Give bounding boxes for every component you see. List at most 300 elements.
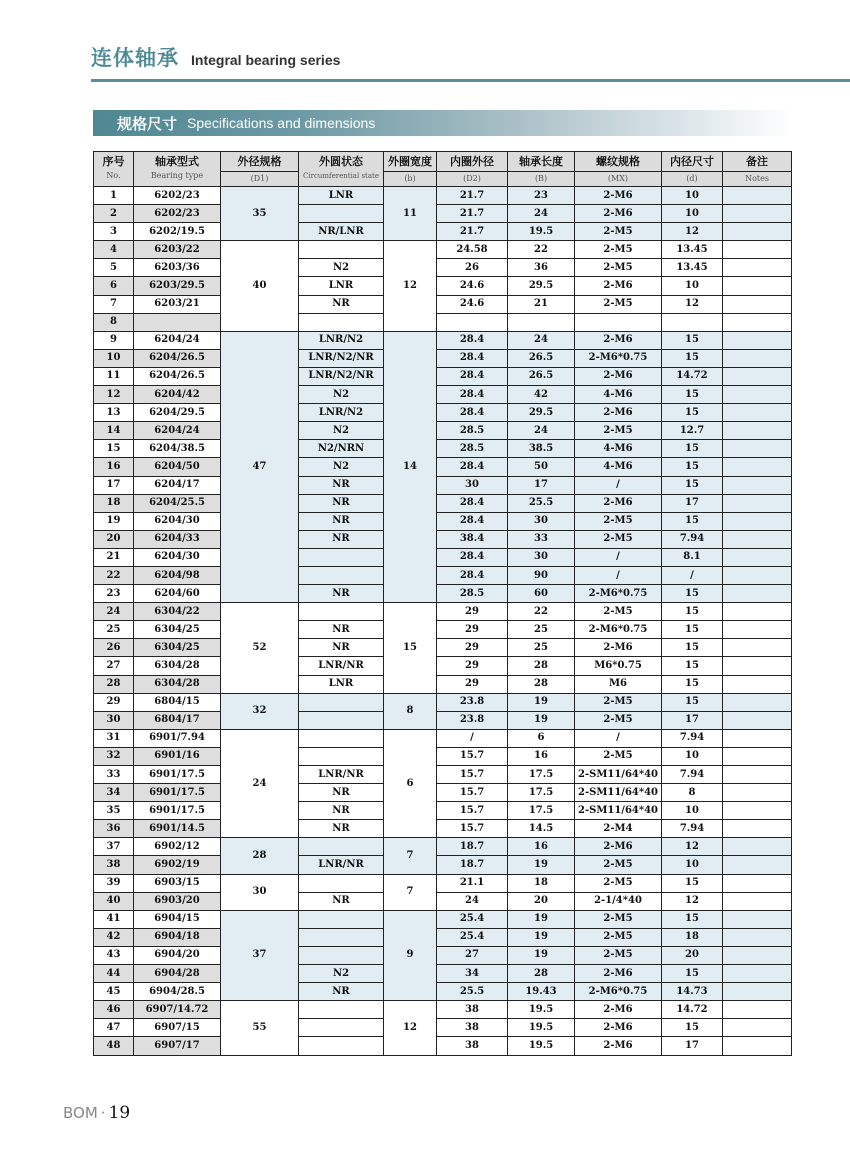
thread-spec-cell: 2-SM11/64*40	[575, 802, 662, 820]
notes-cell	[723, 187, 792, 205]
bearing-type-cell: 6901/17.5	[134, 784, 221, 802]
thread-spec-cell: 2-M5	[575, 747, 662, 765]
circumferential-state-cell	[299, 313, 384, 331]
table-row	[94, 856, 792, 874]
inner-outer-diameter-cell: 28.4	[437, 404, 508, 422]
bearing-type-cell: 6904/28	[134, 965, 221, 983]
notes-cell	[723, 386, 792, 404]
notes-cell	[723, 928, 792, 946]
bearing-length-cell: 24	[508, 331, 575, 349]
inner-diameter-cell: 15	[662, 512, 723, 530]
thread-spec-cell: 2-1/4*40	[575, 892, 662, 910]
circumferential-state-cell: LNR/N2/NR	[299, 367, 384, 385]
thread-spec-cell: 2-M5	[575, 241, 662, 259]
row-number-cell: 26	[94, 639, 134, 657]
bearing-length-cell: 22	[508, 603, 575, 621]
notes-cell	[723, 657, 792, 675]
row-number-cell: 28	[94, 675, 134, 693]
inner-outer-diameter-cell: 34	[437, 965, 508, 983]
circumferential-state-cell	[299, 874, 384, 892]
thread-spec-cell: 2-M6	[575, 838, 662, 856]
spec-table-body	[94, 187, 792, 1056]
outer-diameter-cell: 40	[221, 241, 299, 331]
notes-cell	[723, 892, 792, 910]
table-row	[94, 621, 792, 639]
inner-diameter-cell: 7.94	[662, 530, 723, 548]
table-row	[94, 367, 792, 385]
row-number-cell: 31	[94, 729, 134, 747]
notes-cell	[723, 729, 792, 747]
thread-spec-cell: /	[575, 476, 662, 494]
col-sub-b: (b)	[384, 172, 437, 187]
inner-outer-diameter-cell: 38	[437, 1019, 508, 1037]
inner-diameter-cell: 15	[662, 1019, 723, 1037]
inner-outer-diameter-cell: 23.8	[437, 711, 508, 729]
inner-diameter-cell: 15	[662, 693, 723, 711]
bearing-length-cell: 60	[508, 585, 575, 603]
inner-outer-diameter-cell: 38.4	[437, 530, 508, 548]
table-row	[94, 1001, 792, 1019]
outer-diameter-cell: 32	[221, 693, 299, 729]
circumferential-state-cell: NR	[299, 802, 384, 820]
table-row	[94, 313, 792, 331]
bearing-length-cell: 42	[508, 386, 575, 404]
table-row	[94, 983, 792, 1001]
row-number-cell: 12	[94, 386, 134, 404]
table-row	[94, 965, 792, 983]
inner-outer-diameter-cell: 25.5	[437, 983, 508, 1001]
bearing-length-cell: 24	[508, 205, 575, 223]
row-number-cell: 47	[94, 1019, 134, 1037]
circumferential-state-cell: N2	[299, 422, 384, 440]
circumferential-state-cell	[299, 1037, 384, 1055]
inner-outer-diameter-cell: 18.7	[437, 838, 508, 856]
inner-diameter-cell: 10	[662, 277, 723, 295]
col-header-mx: 螺纹规格	[575, 152, 662, 172]
inner-outer-diameter-cell: 38	[437, 1001, 508, 1019]
row-number-cell: 29	[94, 693, 134, 711]
bearing-length-cell	[508, 313, 575, 331]
inner-diameter-cell: 14.72	[662, 1001, 723, 1019]
bearing-type-cell: 6202/23	[134, 205, 221, 223]
row-number-cell: 44	[94, 965, 134, 983]
outer-width-cell: 12	[384, 1001, 437, 1055]
bearing-type-cell: 6804/15	[134, 693, 221, 711]
col-header-type-cn: 轴承型式	[155, 155, 199, 168]
notes-cell	[723, 711, 792, 729]
bearing-length-cell: 19	[508, 856, 575, 874]
footer-separator: ·	[100, 1104, 106, 1122]
notes-cell	[723, 277, 792, 295]
circumferential-state-cell	[299, 1001, 384, 1019]
notes-cell	[723, 965, 792, 983]
bearing-length-cell: 19.5	[508, 1001, 575, 1019]
inner-outer-diameter-cell: 28.4	[437, 548, 508, 566]
row-number-cell: 43	[94, 946, 134, 964]
inner-diameter-cell: 14.73	[662, 983, 723, 1001]
header-divider	[91, 79, 850, 82]
bearing-type-cell: 6204/60	[134, 585, 221, 603]
inner-outer-diameter-cell: 21.7	[437, 187, 508, 205]
row-number-cell: 22	[94, 566, 134, 584]
inner-diameter-cell: 15	[662, 603, 723, 621]
inner-outer-diameter-cell	[437, 313, 508, 331]
circumferential-state-cell: NR	[299, 494, 384, 512]
thread-spec-cell: 2-M5	[575, 874, 662, 892]
outer-diameter-cell: 28	[221, 838, 299, 874]
bearing-type-cell: 6204/30	[134, 548, 221, 566]
circumferential-state-cell: NR	[299, 295, 384, 313]
circumferential-state-cell: NR/LNR	[299, 223, 384, 241]
circumferential-state-cell: NR	[299, 639, 384, 657]
bearing-type-cell: 6204/42	[134, 386, 221, 404]
table-row	[94, 874, 792, 892]
row-number-cell: 11	[94, 367, 134, 385]
circumferential-state-cell: NR	[299, 784, 384, 802]
bearing-length-cell: 19.5	[508, 1037, 575, 1055]
bearing-type-cell: 6203/21	[134, 295, 221, 313]
inner-diameter-cell: 15	[662, 910, 723, 928]
notes-cell	[723, 693, 792, 711]
bearing-type-cell: 6204/30	[134, 512, 221, 530]
circumferential-state-cell	[299, 928, 384, 946]
row-number-cell: 48	[94, 1037, 134, 1055]
table-row	[94, 205, 792, 223]
inner-diameter-cell: 8	[662, 784, 723, 802]
notes-cell	[723, 404, 792, 422]
footer-brand: BOM	[63, 1104, 98, 1122]
inner-outer-diameter-cell: 28.5	[437, 585, 508, 603]
table-row	[94, 548, 792, 566]
inner-diameter-cell: 15	[662, 404, 723, 422]
bearing-length-cell: 50	[508, 458, 575, 476]
circumferential-state-cell: NR	[299, 585, 384, 603]
bearing-type-cell: 6204/25.5	[134, 494, 221, 512]
bearing-length-cell: 19.5	[508, 223, 575, 241]
inner-diameter-cell: 15	[662, 675, 723, 693]
outer-width-cell: 15	[384, 603, 437, 693]
inner-outer-diameter-cell: 15.7	[437, 747, 508, 765]
circumferential-state-cell: LNR/NR	[299, 766, 384, 784]
outer-width-cell: 8	[384, 693, 437, 729]
inner-diameter-cell: 10	[662, 205, 723, 223]
bearing-length-cell: 17.5	[508, 802, 575, 820]
outer-diameter-cell: 35	[221, 187, 299, 241]
bearing-length-cell: 14.5	[508, 820, 575, 838]
notes-cell	[723, 367, 792, 385]
inner-outer-diameter-cell: 24.6	[437, 277, 508, 295]
notes-cell	[723, 603, 792, 621]
page-header	[91, 42, 340, 72]
inner-diameter-cell: 15	[662, 440, 723, 458]
bearing-type-cell: 6903/20	[134, 892, 221, 910]
thread-spec-cell: 2-M6	[575, 1001, 662, 1019]
thread-spec-cell: 2-M6*0.75	[575, 983, 662, 1001]
bearing-type-cell: 6304/22	[134, 603, 221, 621]
notes-cell	[723, 585, 792, 603]
notes-cell	[723, 458, 792, 476]
circumferential-state-cell: LNR	[299, 187, 384, 205]
col-header-no-cn: 序号	[102, 155, 125, 168]
circumferential-state-cell: NR	[299, 621, 384, 639]
col-sub-notes: Notes	[723, 172, 792, 187]
circumferential-state-cell: N2	[299, 965, 384, 983]
inner-outer-diameter-cell: 28.4	[437, 349, 508, 367]
table-row	[94, 946, 792, 964]
bearing-length-cell: 25.5	[508, 494, 575, 512]
inner-diameter-cell: 10	[662, 856, 723, 874]
section-banner	[93, 110, 793, 136]
notes-cell	[723, 747, 792, 765]
page-footer	[63, 1103, 130, 1123]
thread-spec-cell: 2-M5	[575, 856, 662, 874]
inner-outer-diameter-cell: 24.6	[437, 295, 508, 313]
table-row	[94, 838, 792, 856]
circumferential-state-cell	[299, 1019, 384, 1037]
bearing-length-cell: 17.5	[508, 766, 575, 784]
table-row	[94, 910, 792, 928]
table-row	[94, 766, 792, 784]
table-row	[94, 1037, 792, 1055]
thread-spec-cell: 2-M6*0.75	[575, 349, 662, 367]
thread-spec-cell: M6*0.75	[575, 657, 662, 675]
table-row	[94, 1019, 792, 1037]
circumferential-state-cell	[299, 205, 384, 223]
inner-outer-diameter-cell: 15.7	[437, 802, 508, 820]
row-number-cell: 4	[94, 241, 134, 259]
bearing-length-cell: 36	[508, 259, 575, 277]
col-header-no-en: No.	[106, 171, 121, 180]
notes-cell	[723, 983, 792, 1001]
bearing-type-cell: 6204/33	[134, 530, 221, 548]
inner-diameter-cell: 12	[662, 838, 723, 856]
col-sub-d: (d)	[662, 172, 723, 187]
thread-spec-cell: 2-M6*0.75	[575, 621, 662, 639]
col-header-d: 内径尺寸	[662, 152, 723, 172]
header-row-cn	[94, 152, 792, 172]
inner-outer-diameter-cell: 30	[437, 476, 508, 494]
col-header-no	[94, 152, 134, 187]
table-row	[94, 494, 792, 512]
bearing-type-cell: 6902/12	[134, 838, 221, 856]
col-header-notes: 备注	[723, 152, 792, 172]
thread-spec-cell: /	[575, 729, 662, 747]
thread-spec-cell: 2-M6	[575, 1037, 662, 1055]
table-row	[94, 603, 792, 621]
row-number-cell: 3	[94, 223, 134, 241]
notes-cell	[723, 838, 792, 856]
col-header-type-en: Bearing type	[150, 171, 204, 180]
outer-width-cell: 7	[384, 874, 437, 910]
bearing-type-cell: 6903/15	[134, 874, 221, 892]
thread-spec-cell: 2-M6	[575, 965, 662, 983]
table-row	[94, 928, 792, 946]
row-number-cell: 42	[94, 928, 134, 946]
table-row	[94, 277, 792, 295]
table-row	[94, 820, 792, 838]
inner-diameter-cell: /	[662, 566, 723, 584]
inner-diameter-cell: 7.94	[662, 766, 723, 784]
notes-cell	[723, 784, 792, 802]
inner-outer-diameter-cell: 28.4	[437, 566, 508, 584]
inner-diameter-cell: 15	[662, 476, 723, 494]
table-row	[94, 657, 792, 675]
circumferential-state-cell	[299, 729, 384, 747]
inner-diameter-cell: 17	[662, 711, 723, 729]
circumferential-state-cell: LNR/NR	[299, 856, 384, 874]
table-row	[94, 241, 792, 259]
inner-diameter-cell: 12	[662, 223, 723, 241]
inner-outer-diameter-cell: 28.5	[437, 422, 508, 440]
inner-diameter-cell: 13.45	[662, 259, 723, 277]
circumferential-state-cell	[299, 838, 384, 856]
col-header-type	[134, 152, 221, 187]
table-row	[94, 530, 792, 548]
table-row	[94, 187, 792, 205]
circumferential-state-cell: LNR/N2/NR	[299, 349, 384, 367]
row-number-cell: 13	[94, 404, 134, 422]
notes-cell	[723, 295, 792, 313]
circumferential-state-cell	[299, 747, 384, 765]
notes-cell	[723, 874, 792, 892]
inner-diameter-cell: 12.7	[662, 422, 723, 440]
outer-diameter-cell: 24	[221, 729, 299, 838]
bearing-type-cell: 6904/18	[134, 928, 221, 946]
inner-diameter-cell: 18	[662, 928, 723, 946]
bearing-type-cell: 6204/29.5	[134, 404, 221, 422]
row-number-cell: 7	[94, 295, 134, 313]
section-title-cn: 规格尺寸	[117, 114, 178, 133]
col-header-state-cn: 外圆状态	[319, 155, 363, 168]
thread-spec-cell: 2-M5	[575, 422, 662, 440]
outer-diameter-cell: 52	[221, 603, 299, 693]
notes-cell	[723, 1037, 792, 1055]
bearing-type-cell: 6804/17	[134, 711, 221, 729]
bearing-length-cell: 33	[508, 530, 575, 548]
bearing-length-cell: 20	[508, 892, 575, 910]
row-number-cell: 1	[94, 187, 134, 205]
bearing-type-cell: 6904/20	[134, 946, 221, 964]
bearing-length-cell: 30	[508, 548, 575, 566]
bearing-type-cell: 6304/25	[134, 639, 221, 657]
circumferential-state-cell: N2/NRN	[299, 440, 384, 458]
bearing-length-cell: 25	[508, 621, 575, 639]
inner-diameter-cell: 17	[662, 494, 723, 512]
col-sub-d1: (D1)	[221, 172, 299, 187]
inner-outer-diameter-cell: 15.7	[437, 766, 508, 784]
notes-cell	[723, 259, 792, 277]
inner-outer-diameter-cell: 18.7	[437, 856, 508, 874]
thread-spec-cell: 2-M5	[575, 603, 662, 621]
inner-diameter-cell: 7.94	[662, 820, 723, 838]
thread-spec-cell: /	[575, 566, 662, 584]
inner-diameter-cell: 15	[662, 585, 723, 603]
bearing-type-cell: 6203/36	[134, 259, 221, 277]
row-number-cell: 17	[94, 476, 134, 494]
circumferential-state-cell: NR	[299, 892, 384, 910]
outer-diameter-cell: 55	[221, 1001, 299, 1055]
bearing-type-cell: 6203/29.5	[134, 277, 221, 295]
inner-diameter-cell: 17	[662, 1037, 723, 1055]
thread-spec-cell: 2-M6	[575, 205, 662, 223]
table-row	[94, 404, 792, 422]
bearing-type-cell	[134, 313, 221, 331]
col-header-d1: 外径规格	[221, 152, 299, 172]
bearing-length-cell: 19	[508, 711, 575, 729]
row-number-cell: 2	[94, 205, 134, 223]
notes-cell	[723, 205, 792, 223]
inner-diameter-cell: 15	[662, 386, 723, 404]
bearing-type-cell: 6907/17	[134, 1037, 221, 1055]
inner-outer-diameter-cell: 15.7	[437, 784, 508, 802]
thread-spec-cell: 2-M6	[575, 494, 662, 512]
bearing-type-cell: 6204/24	[134, 422, 221, 440]
notes-cell	[723, 331, 792, 349]
bearing-length-cell: 90	[508, 566, 575, 584]
col-header-len: 轴承长度	[508, 152, 575, 172]
notes-cell	[723, 639, 792, 657]
table-row	[94, 386, 792, 404]
thread-spec-cell: 2-M5	[575, 693, 662, 711]
table-row	[94, 458, 792, 476]
table-row	[94, 729, 792, 747]
col-sub-d2: (D2)	[437, 172, 508, 187]
inner-outer-diameter-cell: 28.4	[437, 386, 508, 404]
row-number-cell: 38	[94, 856, 134, 874]
row-number-cell: 9	[94, 331, 134, 349]
page-title-en: Integral bearing series	[191, 52, 341, 68]
notes-cell	[723, 440, 792, 458]
circumferential-state-cell: N2	[299, 386, 384, 404]
table-row	[94, 440, 792, 458]
bearing-length-cell: 19.43	[508, 983, 575, 1001]
inner-diameter-cell: 10	[662, 747, 723, 765]
row-number-cell: 33	[94, 766, 134, 784]
notes-cell	[723, 910, 792, 928]
bearing-length-cell: 28	[508, 657, 575, 675]
bearing-length-cell: 29.5	[508, 404, 575, 422]
inner-diameter-cell: 15	[662, 657, 723, 675]
inner-diameter-cell: 15	[662, 349, 723, 367]
table-row	[94, 512, 792, 530]
notes-cell	[723, 548, 792, 566]
thread-spec-cell: 2-M4	[575, 820, 662, 838]
row-number-cell: 19	[94, 512, 134, 530]
inner-diameter-cell: 15	[662, 331, 723, 349]
inner-diameter-cell: 7.94	[662, 729, 723, 747]
row-number-cell: 25	[94, 621, 134, 639]
col-header-b: 外圈宽度	[384, 152, 437, 172]
col-header-state	[299, 152, 384, 187]
bearing-type-cell: 6901/17.5	[134, 766, 221, 784]
bearing-length-cell: 16	[508, 747, 575, 765]
thread-spec-cell: 2-M6	[575, 404, 662, 422]
table-row	[94, 223, 792, 241]
inner-outer-diameter-cell: 26	[437, 259, 508, 277]
row-number-cell: 20	[94, 530, 134, 548]
inner-diameter-cell: 12	[662, 892, 723, 910]
inner-outer-diameter-cell: 27	[437, 946, 508, 964]
outer-width-cell: 11	[384, 187, 437, 241]
inner-outer-diameter-cell: 29	[437, 639, 508, 657]
bearing-type-cell: 6901/16	[134, 747, 221, 765]
inner-diameter-cell: 15	[662, 621, 723, 639]
circumferential-state-cell	[299, 566, 384, 584]
notes-cell	[723, 422, 792, 440]
inner-diameter-cell	[662, 313, 723, 331]
table-row	[94, 639, 792, 657]
page-number: 19	[108, 1103, 131, 1123]
